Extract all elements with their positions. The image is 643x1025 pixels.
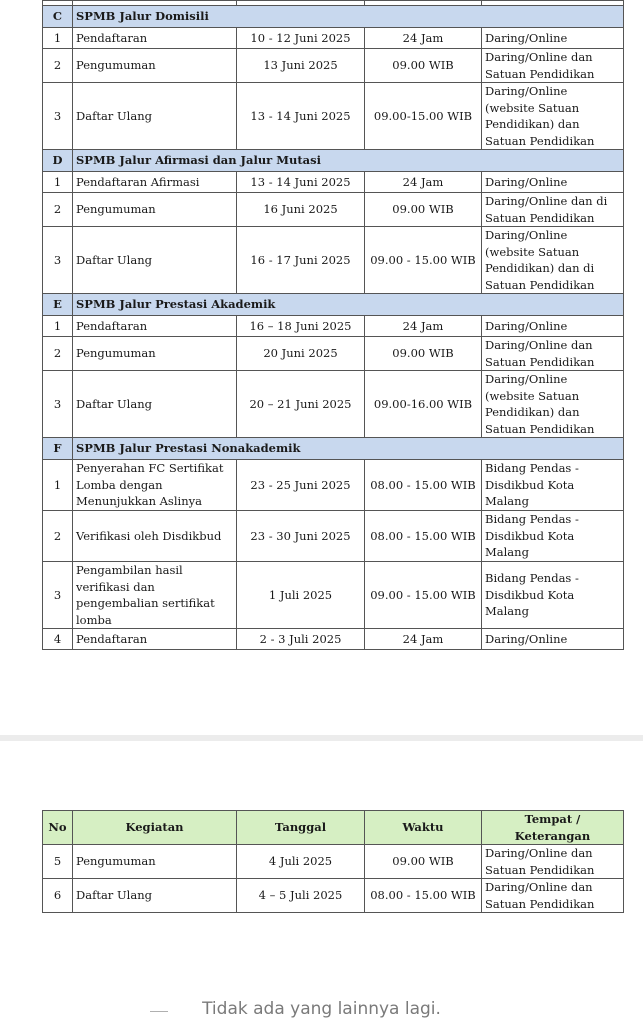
row-waktu: 24 Jam <box>365 629 482 650</box>
row-waktu: 24 Jam <box>365 316 482 337</box>
row-number: 2 <box>43 193 73 227</box>
row-tempat-line: Daring/Online <box>485 631 568 646</box>
section-letter: E <box>43 294 73 316</box>
row-tempat-line: Malang <box>485 494 529 509</box>
row-kegiatan <box>73 879 237 913</box>
row-tempat-line: Daring/Online dan <box>485 50 593 64</box>
row-kegiatan-line: Daftar Ulang <box>76 888 152 903</box>
row-kegiatan <box>73 49 237 83</box>
table-row <box>43 371 624 438</box>
row-tempat <box>482 193 624 227</box>
row-tempat-line: Disdikbud Kota <box>485 528 575 543</box>
row-tempat-line: Daring/Online dan <box>485 880 593 894</box>
row-kegiatan <box>73 562 237 629</box>
row-tempat-line: Daring/Online <box>485 174 568 189</box>
row-number: 1 <box>43 316 73 337</box>
section-title: SPMB Jalur Prestasi Nonakademik <box>73 438 624 460</box>
section-letter: D <box>43 150 73 172</box>
row-tanggal: 4 – 5 Juli 2025 <box>237 879 365 913</box>
row-kegiatan <box>73 193 237 227</box>
row-kegiatan <box>73 629 237 650</box>
row-kegiatan-line: Daftar Ulang <box>76 108 152 123</box>
section-title: SPMB Jalur Domisili <box>73 6 624 28</box>
header-waktu: Waktu <box>365 811 482 845</box>
row-tanggal: 23 - 30 Juni 2025 <box>237 511 365 562</box>
row-tempat-line: (website Satuan <box>485 244 580 259</box>
row-tempat <box>482 316 624 337</box>
row-waktu: 08.00 - 15.00 WIB <box>365 511 482 562</box>
row-tempat-line: Satuan Pendidikan <box>485 862 595 877</box>
row-kegiatan-line: Pengumuman <box>76 202 156 217</box>
row-tempat <box>482 371 624 438</box>
header-tempat: Tempat / Keterangan <box>482 811 624 845</box>
header-tanggal: Tanggal <box>237 811 365 845</box>
row-waktu: 09.00-16.00 WIB <box>365 371 482 438</box>
row-number: 2 <box>43 511 73 562</box>
table-row <box>43 562 624 629</box>
row-number: 5 <box>43 845 73 879</box>
row-tanggal: 13 - 14 Juni 2025 <box>237 172 365 193</box>
row-tempat-line: Daring/Online dan <box>485 846 593 860</box>
row-tempat-line: Disdikbud Kota <box>485 587 575 602</box>
row-number: 2 <box>43 49 73 83</box>
row-tempat <box>482 845 624 879</box>
row-number: 3 <box>43 83 73 150</box>
table-row <box>43 227 624 294</box>
row-kegiatan-line: lomba <box>76 612 112 627</box>
row-tempat-line: Pendidikan) dan <box>485 117 580 131</box>
row-number: 1 <box>43 28 73 49</box>
table-row <box>43 172 624 193</box>
row-tempat <box>482 337 624 371</box>
row-kegiatan-line: Pendaftaran <box>76 318 148 333</box>
table-row <box>43 83 624 150</box>
row-tempat-line: Disdikbud Kota <box>485 477 575 492</box>
row-kegiatan <box>73 511 237 562</box>
row-tempat-line: Daring/Online <box>485 318 568 333</box>
row-tempat <box>482 49 624 83</box>
row-number: 3 <box>43 562 73 629</box>
header-kegiatan: Kegiatan <box>73 811 237 845</box>
row-tempat-line: Daring/Online <box>485 228 568 242</box>
row-tempat-line: Bidang Pendas - <box>485 512 579 527</box>
schedule-table-top <box>42 0 624 650</box>
row-tempat <box>482 511 624 562</box>
row-tanggal: 13 Juni 2025 <box>237 49 365 83</box>
row-tempat-line: Pendidikan) dan <box>485 405 580 419</box>
row-tempat-line: Satuan Pendidikan <box>485 421 595 436</box>
row-tanggal: 16 - 17 Juni 2025 <box>237 227 365 294</box>
table-row <box>43 28 624 49</box>
row-tempat <box>482 629 624 650</box>
section-header-row <box>43 6 624 28</box>
row-tanggal: 16 Juni 2025 <box>237 193 365 227</box>
row-kegiatan-line: Daftar Ulang <box>76 396 152 411</box>
row-tempat-line: Satuan Pendidikan <box>485 66 595 81</box>
row-tanggal: 20 – 21 Juni 2025 <box>237 371 365 438</box>
table-row <box>43 337 624 371</box>
row-kegiatan <box>73 83 237 150</box>
row-waktu: 24 Jam <box>365 28 482 49</box>
row-kegiatan <box>73 172 237 193</box>
section-title: SPMB Jalur Prestasi Akademik <box>73 294 624 316</box>
row-tempat <box>482 172 624 193</box>
row-tanggal: 23 - 25 Juni 2025 <box>237 460 365 511</box>
row-tanggal: 1 Juli 2025 <box>237 562 365 629</box>
row-waktu: 09.00 WIB <box>365 193 482 227</box>
row-tempat-line: Satuan Pendidikan <box>485 277 595 292</box>
section-letter: F <box>43 438 73 460</box>
row-tempat-line: Bidang Pendas - <box>485 571 579 586</box>
row-kegiatan <box>73 337 237 371</box>
row-tempat <box>482 227 624 294</box>
table-row <box>43 316 624 337</box>
row-tempat-line: Pendidikan) dan di <box>485 261 595 275</box>
row-tanggal: 10 - 12 Juni 2025 <box>237 28 365 49</box>
row-number: 3 <box>43 227 73 294</box>
row-kegiatan-line: Penyerahan FC Sertifikat <box>76 461 224 476</box>
schedule-table-bottom <box>42 810 624 913</box>
table-header-row <box>43 811 624 845</box>
table-row <box>43 460 624 511</box>
row-kegiatan <box>73 227 237 294</box>
row-tempat-line: (website Satuan <box>485 388 580 403</box>
row-tempat-line: Daring/Online <box>485 30 568 45</box>
row-kegiatan-line: Pendaftaran <box>76 30 148 45</box>
row-waktu: 08.00 - 15.00 WIB <box>365 879 482 913</box>
row-waktu: 09.00 WIB <box>365 49 482 83</box>
row-tempat <box>482 879 624 913</box>
row-kegiatan-line: pengembalian sertifikat <box>76 596 215 610</box>
row-number: 2 <box>43 337 73 371</box>
row-tempat <box>482 83 624 150</box>
row-kegiatan-line: Pengumuman <box>76 58 156 73</box>
row-tempat-line: Malang <box>485 545 529 560</box>
row-tempat-line: Daring/Online <box>485 84 568 98</box>
row-tanggal: 4 Juli 2025 <box>237 845 365 879</box>
row-waktu: 08.00 - 15.00 WIB <box>365 460 482 511</box>
header-no: No <box>43 811 73 845</box>
end-of-content-message: Tidak ada yang lainnya lagi. <box>202 999 441 1019</box>
row-kegiatan-line: Verifikasi oleh Disdikbud <box>76 528 222 543</box>
row-tanggal: 20 Juni 2025 <box>237 337 365 371</box>
section-header-row <box>43 294 624 316</box>
row-tempat <box>482 562 624 629</box>
section-letter: C <box>43 6 73 28</box>
row-tempat-line: Satuan Pendidikan <box>485 133 595 148</box>
row-number: 6 <box>43 879 73 913</box>
row-tempat-line: Daring/Online <box>485 372 568 386</box>
row-kegiatan-line: verifikasi dan <box>76 579 155 594</box>
table-row <box>43 879 624 913</box>
row-kegiatan <box>73 845 237 879</box>
row-tanggal: 13 - 14 Juni 2025 <box>237 83 365 150</box>
row-kegiatan <box>73 28 237 49</box>
row-waktu: 09.00-15.00 WIB <box>365 83 482 150</box>
row-tempat-line: Malang <box>485 604 529 619</box>
row-waktu: 09.00 WIB <box>365 337 482 371</box>
table-row <box>43 511 624 562</box>
row-kegiatan <box>73 371 237 438</box>
row-tempat-line: (website Satuan <box>485 100 580 115</box>
row-number: 4 <box>43 629 73 650</box>
row-waktu: 09.00 WIB <box>365 845 482 879</box>
row-waktu: 09.00 - 15.00 WIB <box>365 227 482 294</box>
row-tempat-line: Daring/Online dan <box>485 338 593 352</box>
row-kegiatan-line: Pengumuman <box>76 346 156 361</box>
row-kegiatan <box>73 316 237 337</box>
table-row <box>43 629 624 650</box>
row-number: 1 <box>43 172 73 193</box>
row-tempat-line: Bidang Pendas - <box>485 461 579 476</box>
row-tempat-line: Satuan Pendidikan <box>485 210 595 225</box>
row-kegiatan-line: Pengumuman <box>76 854 156 869</box>
row-kegiatan-line: Menunjukkan Aslinya <box>76 494 202 509</box>
row-kegiatan-line: Pendaftaran Afirmasi <box>76 174 200 189</box>
row-waktu: 24 Jam <box>365 172 482 193</box>
section-header-row <box>43 150 624 172</box>
row-kegiatan-line: Daftar Ulang <box>76 252 152 267</box>
row-number: 1 <box>43 460 73 511</box>
row-tempat-line: Satuan Pendidikan <box>485 896 595 911</box>
row-tempat <box>482 460 624 511</box>
row-tanggal: 2 - 3 Juli 2025 <box>237 629 365 650</box>
section-header-row <box>43 438 624 460</box>
table-row <box>43 845 624 879</box>
row-kegiatan-line: Pendaftaran <box>76 631 148 646</box>
row-kegiatan <box>73 460 237 511</box>
row-tempat-line: Daring/Online dan di <box>485 194 608 208</box>
row-tempat-line: Satuan Pendidikan <box>485 354 595 369</box>
section-title: SPMB Jalur Afirmasi dan Jalur Mutasi <box>73 150 624 172</box>
table-row <box>43 193 624 227</box>
row-tanggal: 16 – 18 Juni 2025 <box>237 316 365 337</box>
row-tempat <box>482 28 624 49</box>
row-number: 3 <box>43 371 73 438</box>
row-kegiatan-line: Lomba dengan <box>76 477 163 492</box>
row-kegiatan-line: Pengambilan hasil <box>76 563 183 577</box>
table-row <box>43 49 624 83</box>
row-waktu: 09.00 - 15.00 WIB <box>365 562 482 629</box>
